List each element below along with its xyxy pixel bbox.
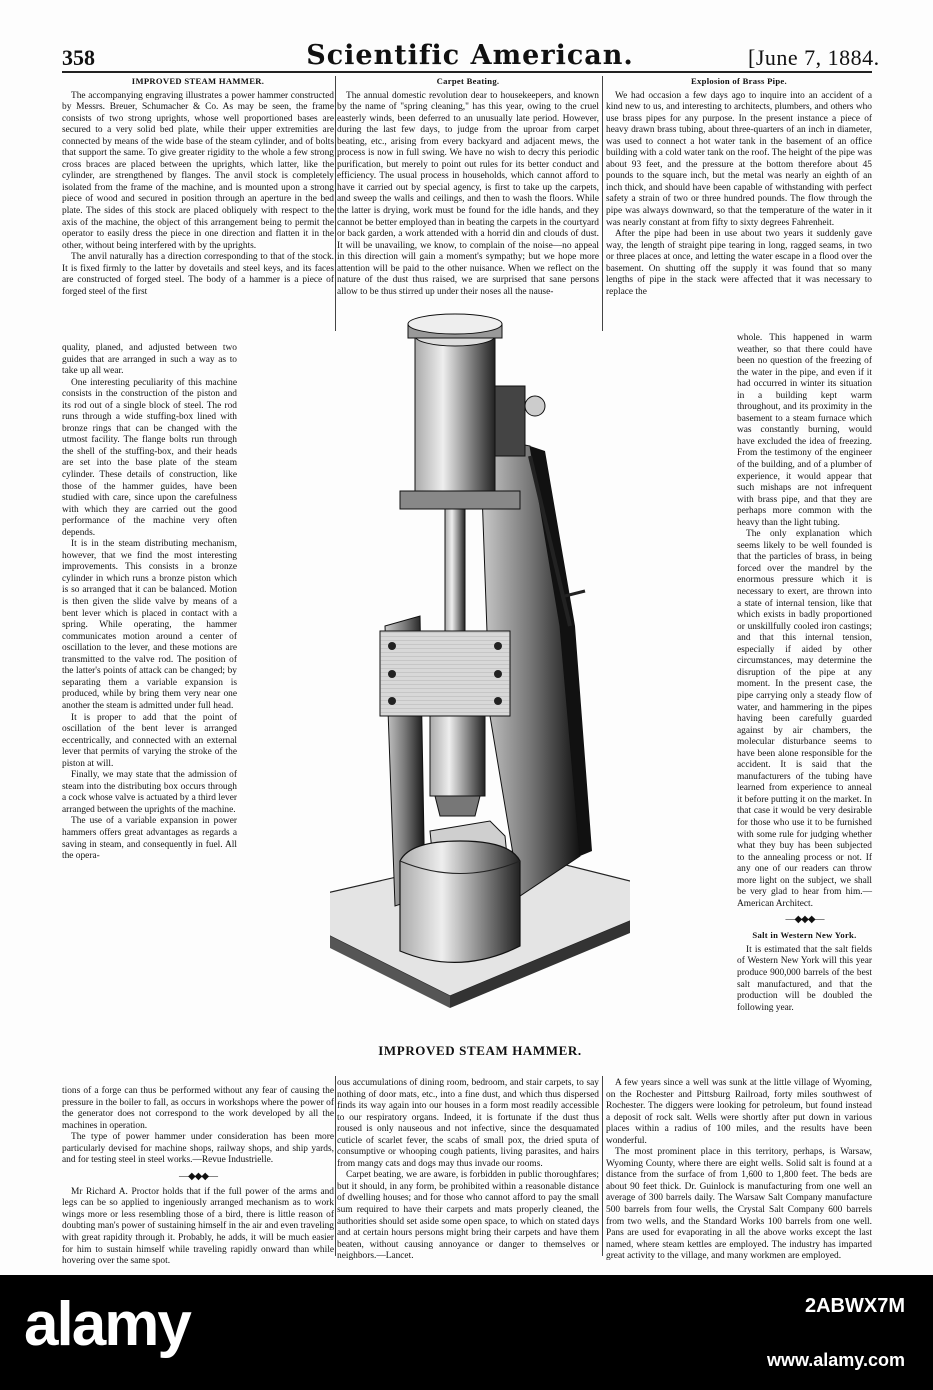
watermark-band (0, 1275, 933, 1390)
paragraph: The accompanying engraving illustrates a power hammer constructed by Messrs. Breuer, Schumacher & Co. As may be seen, the frame consists of two strong uprights, whose well proportioned bases are secured to a very solid bed plate, while their upper extremities are connected by means of the wide base of the steam cylinder, and of bolts that support the same. To give greater rigidity to the whole a few strong cross braces are placed between the uprights, which latter, like the cylinder, are strengthened by flanges. The anvil stock is completely isolated from the frame of the machine, and is mounted upon a strong piece of wood and secured in position through an aperture in the bed plate. The sides of this stock are placed obliquely with respect to the axis of the machine, the object of this arrangement being to permit the operator to easily dress the piece in one direction and flatten it in the other, without being interfered with by the uprights. (62, 90, 334, 251)
paragraph: Finally, we may state that the admission of steam into the distributing box occurs through a cock whose valve is actuated by a third lever arranged between the uprights of the machine. (62, 770, 237, 815)
section-divider: —◆◆◆— (785, 914, 824, 926)
article-salt-tail (606, 1078, 872, 1263)
paragraph: The type of power hammer under consideration has been more particularly devised for machine shops, railway shops, and ship yards, and for testing steel in steel works.—Revue Industrielle. (62, 1132, 334, 1166)
column-rule (335, 1076, 336, 1256)
section-divider: —◆◆◆— (178, 1170, 218, 1182)
article-brass-pipe-narrow (737, 333, 872, 1014)
paragraph: whole. This happened in warm weather, so that there could have been no question of the freezing of the water in the pipe, and even if it had occurred in winter its situation in a building kept warm throughout, and its proximity in the basement to a steam furnace which was constantly burning, would have excluded the idea of freezing. From the testimony of the engineer of the building, and of a plumber of experience, it would appear that such mishaps are not infrequent with brass pipe, and that they are perhaps more common with the heavy than the light tubing. (737, 333, 872, 528)
header-rule (62, 71, 872, 73)
page-number: 358 (62, 45, 95, 70)
paragraph: It is proper to add that the point of oscillation of the bent lever is arranged eccentrically, and connected with an external lever that permits of varying the stroke of the piston at will. (62, 712, 237, 769)
paragraph: One interesting peculiarity of this machine consists in the construction of the piston and its rod out of a single block of steel. The rod runs through a wide stuffing-box lined with bronze rings that can be changed with the utmost facility. The flange bolts run through the shell of the stuffing-box, and their heads are set into the base plate of the steam cylinder. These details of construction, like those of the hammer guides, have been studied with care, since upon the carefulness with which they are carried out the good performance of the machine very often depends. (62, 377, 237, 538)
masthead: Scientific American. (306, 40, 634, 71)
issue-date: [June 7, 1884. (748, 45, 880, 70)
paragraph: ous accumulations of dining room, bedroom, and stair carpets, to say nothing of door mats, etc., into a fine dust, and which thus dispersed finds its way again into our houses in a form most readily accessible to our respiratory organs. Indeed, it is fortunate if the dust thus roused is only nauseous and not infective, since the desquamated cuticle of scarlet fever, the scabs of small pox, the dried sputa of consumptive or whooping cough patients, living parasites, and hairs from mangy cats and dogs may thus invade our rooms. (337, 1078, 599, 1169)
paragraph: After the pipe had been in use about two years it suddenly gave way, the length of straight pipe tearing in long, ragged seams, in two or three places at once, and letting the water escape in a flood over the basement. On shutting off the supply it was found that so many lengths of pipe in the stack were affected that it was necessary to replace the (606, 229, 872, 297)
paragraph: We had occasion a few days ago to inquire into an accident of a kind new to us, and interesting to architects, plumbers, and others who use brass pipes for any purpose. In the present instance a piece of heavy drawn brass tubing, about three-quarters of an inch in diameter, was used to connect a hot water tank in the basement of an office building with a cold water tank on the roof. The height of the pipe was about 93 feet, and the pressure at the bottom therefore about 45 pounds to the square inch, but the metal was nearly an eighth of an inch thick, and should have been capable of withstanding with perfect safety a strain of two or three hundred pounds. The flow through the pipe was always downward, so that the temperature of the water in it was nearly constant at from fifty to sixty degrees Fahrenheit. (606, 90, 872, 228)
paragraph: Mr Richard A. Proctor holds that if the full power of the arms and legs can be so applied to ingeniously arranged mechanism as to work wings more or less resembling those of a bird, there is little reason of doubting man's power of sustaining himself in the air and even traveling with great rapidity through it. Probably, he adds, it will be much easier for him to sustain himself while traveling rapidly onward than while hovering over the same spot. (62, 1186, 334, 1267)
paragraph: A few years since a well was sunk at the little village of Wyoming, on the Rochester and Pittsburg Railroad, forty miles southwest of Rochester. The diggers were looking for petroleum, but found instead a deposit of rock salt. Wells were shortly after put down in various places within a radius of 100 miles, and the results have been wonderful. (606, 1078, 872, 1146)
article-brass-pipe (606, 76, 872, 298)
paragraph: quality, planed, and adjusted between two guides that are arranged in such a way as to take up all wear. (62, 343, 237, 377)
watermark-image-id: 2ABWX7M (804, 1295, 905, 1317)
paragraph: It is in the steam distributing mechanism, however, that we find the most interesting improvements. This consists in a bronze cylinder in which runs a bronze piston which is so arranged that it can be balanced. Motion is then given the slide valve by means of a bent lever which is placed in contact with a spring. While operating, the hammer communicates motion around a center of oscillation to the lever, and these motions are transmitted to the valve rod. The position of the latter's points of attack can be changed; by separating them a variable expansion is produced, while by bring them very near one another the steam is admitted under full head. (62, 539, 237, 711)
paragraph: It is estimated that the salt fields of Western New York will this year produce 900,000 barrels of the best salt manufactured, and that the production will be doubled the following year. (737, 944, 872, 1013)
paragraph: Carpet beating, we are aware, is forbidden in public thoroughfares; but it should, in any form, be prohibited within a reasonable distance of dwelling houses; and for those who cannot afford to pay the small sum required to have their carpets and mats properly cleaned, the authorities should set aside some open space, to which on stated days and at certain hours persons might bring their carpets and have them beaten, without causing annoyance or danger to themselves or neighbors.—Lancet. (337, 1170, 599, 1262)
column-rule (602, 76, 603, 331)
article-heading: Explosion of Brass Pipe. (690, 76, 788, 86)
article-steam-hammer-tail (62, 1086, 334, 1268)
article-heading: IMPROVED STEAM HAMMER. (131, 76, 265, 86)
steam-hammer-engraving (330, 296, 630, 1026)
article-steam-hammer-narrow (62, 343, 237, 863)
article-steam-hammer (62, 76, 334, 298)
article-heading: Carpet Beating. (436, 76, 500, 86)
column-rule (335, 76, 336, 331)
paragraph: The annual domestic revolution dear to housekeepers, and known by the name of "spring cleaning," has this year, owing to the cruel easterly winds, been deferred to an unusually late period. However, during the last few days, to judge from the uproar from carpet beating, etc., arising from every backyard and adjacent mews, the process is now in full swing. We have no wish to decry this periodic purification, but merely to point out rules for its better conduct and efficiency. The usual process in households, which cannot afford to have it carried out by special agency, is first to take up the carpets, and sweep the walls and ceilings, and then to wash the floors. While the latter is drying, work must be found for the idle hands, and they cannot be better employed than in beating the carpets in the courtyard or back garden, a work attended with a horrid din and clouds of dust. It will be unavailing, we know, to complain of the noise—no appeal in this direction will gain a moment's sympathy; but we hope more attention will be paid to the other nuisance. When we reflect on the nature of the dust thus raised, we are surprised that sane persons allow to be thus stirred up under their noses all the nause- (337, 90, 599, 297)
article-carpet-beating-tail (337, 1078, 599, 1263)
article-carpet-beating (337, 76, 599, 298)
paragraph: The most prominent place in this territory, perhaps, is Warsaw, Wyoming County, where there are eight wells. Solid salt is found at a distance from the surface of from 1,600 to 1,800 feet. The beds are about 90 feet thick. Dr. Guinlock is manufacturing from one well an average of 300 barrels daily. The Warsaw Salt Company manufacture 500 barrels from four wells, the Crystal Salt Company 600 barrels from two wells, and the Standard Works 100 barrels from one well. Pans are used for evaporating in all the above works except the last named, where steam kettles are employed. The industry has imparted great activity to the village, and many workmen are employed. (606, 1147, 872, 1262)
figure-caption: IMPROVED STEAM HAMMER. (378, 1043, 582, 1058)
paragraph: The use of a variable expansion in power hammers offers great advantages as regards a saving in steam, and consequently in fuel. All the opera- (62, 816, 237, 862)
watermark-logo: alamy (24, 1290, 190, 1359)
watermark-url: www.alamy.com (766, 1350, 905, 1370)
column-rule (602, 1076, 603, 1256)
paragraph: The only explanation which seems likely to be well founded is that the particles of brass, in being forced over the mandrel by the enormous pressure which it is necessary to exert, are thrown into a state of internal tension, like that which exists in badly proportioned or unskillfully cooled iron castings; and that this internal tension, especially if aided by other circumstances, may determine the disruption of the pipe at any moment. In the present case, the pipe carrying only a steady flow of water, and hammering in the pipes having been carefully guarded against by air chambers, the molecular disturbance seems to have been alone responsible for the accident. It is said that the manufacturers of the tubing have learned from experience to anneal it before putting it on the market. In that case it would be very desirable for those who use it to be furnished with some rule for judging whether what they buy has been subjected to the annealing process or not. If any one of our readers can throw more light on the subject, we shall be very glad to hear from him.—American Architect. (737, 529, 872, 909)
paragraph: tions of a forge can thus be performed without any fear of causing the pressure in the boiler to fall, as occurs in workshops where the power of the generator does not correspond to the work developed by all the machines in operation. (62, 1086, 334, 1131)
paragraph: The anvil naturally has a direction corresponding to that of the stock. It is fixed firmly to the latter by dovetails and steel keys, and its faces are constructed of forged steel. The body of a hammer is a piece of forged steel of the first (62, 252, 334, 297)
article-heading: Salt in Western New York. (752, 930, 857, 941)
